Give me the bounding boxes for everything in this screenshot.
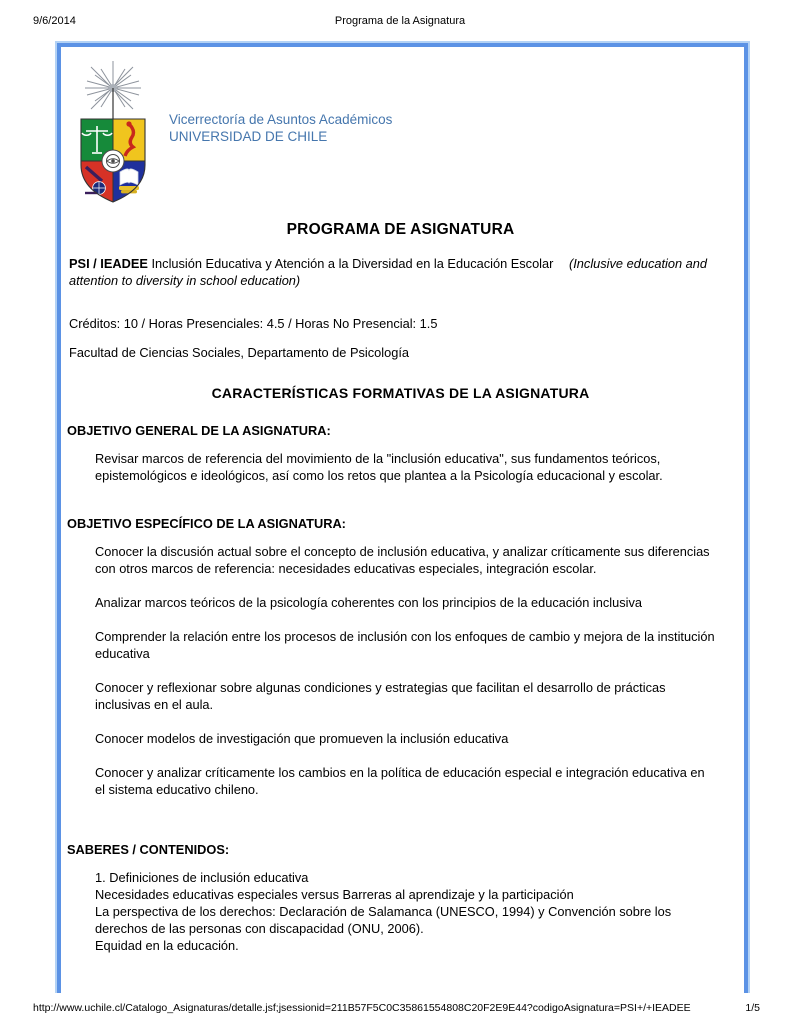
saberes-content-block: [95, 869, 727, 954]
letterhead-vicerrectoria: Vicerrectoría de Asuntos Académicos: [169, 112, 393, 127]
document-title: PROGRAMA DE ASIGNATURA: [286, 221, 515, 238]
footer-page-number: 1/5: [745, 1002, 760, 1014]
course-faculty-line: Facultad de Ciencias Sociales, Departamento de Psicología: [69, 345, 410, 360]
footer-url: http://www.uchile.cl/Catalogo_Asignaturas/detalle.jsf;jsessionid=211B57F5C0C35861554808C20F2E9E44?codigoAsignatura=PSI+/+IEADEE: [33, 1002, 691, 1014]
saberes-line: 1. Definiciones de inclusión educativa: [95, 870, 309, 885]
objetivo-especifico-paragraph: Analizar marcos teóricos de la psicología coherentes con los principios de la educación inclusiva: [95, 595, 643, 610]
objetivo-especifico-paragraph: Conocer y analizar críticamente los cambios en la política de educación especial e integración educativa en el sistema educativo chileno.: [95, 765, 705, 797]
university-logo-icon: [71, 57, 155, 207]
letterhead-universidad: UNIVERSIDAD DE CHILE: [169, 129, 328, 144]
saberes-line: Equidad en la educación.: [95, 938, 239, 953]
heading-objetivo-general: OBJETIVO GENERAL DE LA ASIGNATURA:: [67, 423, 331, 438]
document-frame-inner: [57, 43, 748, 993]
objetivo-especifico-paragraph: Conocer la discusión actual sobre el concepto de inclusión educativa, y analizar críticamente sus diferencias con otros marcos de referencia: necesidades educativas especiales, integración escolar.: [95, 544, 710, 576]
course-title-line: [69, 255, 736, 289]
section-title-caracteristicas: CARACTERÍSTICAS FORMATIVAS DE LA ASIGNATURA: [211, 385, 590, 401]
course-name: Inclusión Educativa y Atención a la Diversidad en la Educación Escolar: [151, 256, 554, 271]
heading-objetivo-especifico: OBJETIVO ESPECÍFICO DE LA ASIGNATURA:: [67, 516, 346, 531]
print-footer: [33, 1002, 760, 1016]
document-frame: [55, 41, 750, 993]
institution-name-block: [169, 111, 392, 145]
saberes-line: Necesidades educativas especiales versus Barreras al aprendizaje y la participación: [95, 887, 574, 902]
course-name-english: (Inclusive education and attention to diversity in school education): [69, 256, 707, 288]
letterhead: [71, 57, 736, 207]
print-title: Programa de la Asignatura: [334, 15, 466, 27]
heading-saberes-contenidos: SABERES / CONTENIDOS:: [67, 842, 230, 857]
objetivo-especifico-paragraph: Conocer modelos de investigación que promueven la inclusión educativa: [95, 731, 509, 746]
objetivo-especifico-paragraph: Comprender la relación entre los procesos de inclusión con los enfoques de cambio y mejora de la institución educativa: [95, 629, 715, 661]
objetivo-general-paragraph: Revisar marcos de referencia del movimiento de la "inclusión educativa", sus fundamentos teóricos, epistemológicos e ideológicos, así como los retos que plantea a la Psicología educacional y escolar.: [95, 451, 663, 483]
logo-book-icon: [119, 169, 139, 194]
objetivo-especifico-paragraph: Conocer y reflexionar sobre algunas condiciones y estrategias que facilitan el desarrollo de prácticas inclusivas en el aula.: [95, 680, 666, 712]
course-code: PSI / IEADEE: [69, 256, 148, 271]
print-date: 9/6/2014: [33, 15, 76, 27]
saberes-line: La perspectiva de los derechos: Declaración de Salamanca (UNESCO, 1994) y Convención sobre los derechos de las personas con discapacidad (ONU, 2006).: [95, 904, 672, 936]
print-header: [33, 15, 767, 29]
course-credits-line: Créditos: 10 / Horas Presenciales: 4.5 / Horas No Presencial: 1.5: [69, 316, 438, 331]
